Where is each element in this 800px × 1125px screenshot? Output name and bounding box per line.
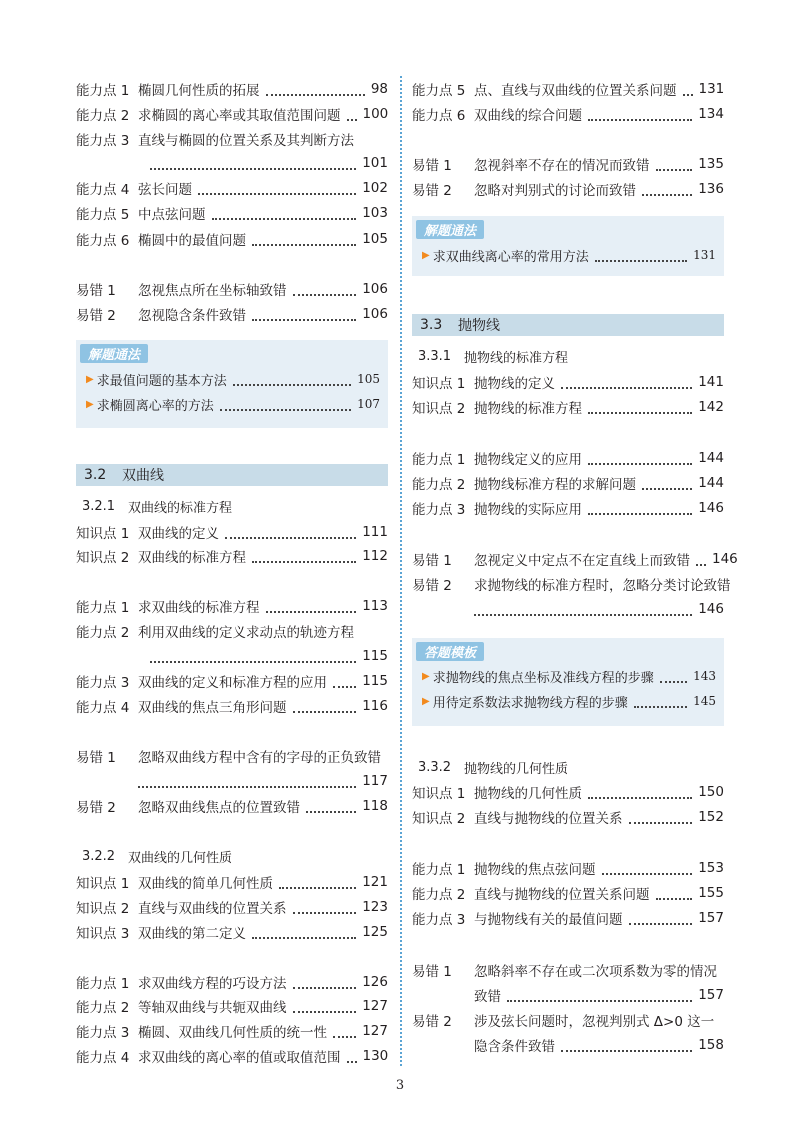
entry-title: 弦长问题 — [138, 182, 192, 198]
dot-leader — [252, 232, 356, 246]
entry-title: 直线与抛物线的位置关系 — [474, 811, 623, 827]
dot-leader — [629, 911, 693, 925]
dot-leader — [595, 248, 687, 262]
toc-entry[interactable] — [76, 595, 388, 617]
entry-label: 易错 1 — [76, 750, 116, 766]
subsection-heading[interactable] — [82, 496, 232, 516]
entry-title-cont: 隐含条件致错 — [474, 1039, 555, 1055]
dot-leader — [474, 602, 692, 616]
template-entry[interactable] — [422, 665, 716, 687]
entry-page: 127 — [362, 998, 388, 1014]
dot-leader — [293, 699, 357, 713]
entry-page: 144 — [698, 475, 724, 491]
entry-title: 直线与椭圆的位置关系及其判断方法 — [138, 133, 354, 149]
toc-entry[interactable] — [76, 871, 388, 893]
dot-leader — [279, 875, 356, 889]
entry-page: 115 — [362, 673, 388, 689]
entry-page: 152 — [698, 809, 724, 825]
entry-page: 105 — [362, 231, 388, 247]
entry-title: 忽略双曲线焦点的位置致错 — [138, 800, 300, 816]
dot-leader — [588, 451, 692, 465]
entry-title: 双曲线的综合问题 — [474, 108, 582, 124]
toc-entry[interactable] — [76, 521, 388, 543]
method-box — [76, 340, 388, 428]
dot-leader — [138, 774, 356, 788]
entry-label: 知识点 2 — [76, 550, 130, 566]
dot-leader — [293, 975, 357, 989]
entry-page: 118 — [362, 798, 388, 814]
entry-label: 能力点 1 — [76, 600, 130, 616]
method-box — [412, 216, 724, 276]
dot-leader — [266, 82, 365, 96]
toc-entry[interactable] — [76, 545, 388, 567]
entry-page: 116 — [362, 698, 388, 714]
dot-leader — [602, 861, 693, 875]
toc-entry-continuation[interactable] — [138, 770, 388, 792]
entry-page: 131 — [698, 81, 725, 97]
dot-leader — [588, 107, 692, 121]
dot-leader — [696, 552, 706, 566]
entry-label: 易错 2 — [412, 183, 452, 199]
entry-title: 忽略双曲线方程中含有的字母的正负致错 — [138, 750, 381, 766]
entry-page: 146 — [698, 500, 724, 516]
toc-entry[interactable] — [76, 202, 388, 224]
dot-leader — [588, 400, 692, 414]
entry-title: 利用双曲线的定义求动点的轨迹方程 — [138, 625, 354, 641]
entry-title: 双曲线的定义和标准方程的应用 — [138, 675, 327, 691]
entry-title: 双曲线的第二定义 — [138, 926, 246, 942]
entry-page: 134 — [698, 106, 724, 122]
entry-page: 123 — [362, 899, 388, 915]
toc-entry[interactable] — [76, 228, 388, 250]
subsection-title: 双曲线的几何性质 — [128, 850, 233, 866]
method-entry[interactable] — [86, 368, 380, 390]
entry-page: 106 — [362, 281, 388, 297]
dot-leader — [629, 810, 693, 824]
entry-page: 130 — [362, 1048, 389, 1064]
entry-page: 117 — [362, 773, 388, 789]
dot-leader — [293, 999, 357, 1013]
entry-title: 忽视焦点所在坐标轴致错 — [138, 283, 287, 299]
entry-label: 知识点 2 — [412, 811, 466, 827]
method-page: 105 — [357, 372, 380, 386]
arrow-right-icon: ▶ — [422, 249, 430, 261]
entry-page: 141 — [698, 374, 724, 390]
template-box-tag: 答题模板 — [416, 642, 484, 661]
entry-label: 能力点 2 — [76, 1000, 130, 1016]
method-box-tag: 解题通法 — [80, 344, 148, 363]
arrow-right-icon: ▶ — [422, 695, 430, 707]
entry-label: 能力点 1 — [412, 862, 466, 878]
dot-leader — [198, 181, 356, 195]
entry-page: 126 — [362, 974, 388, 990]
entry-title: 抛物线的焦点弦问题 — [474, 862, 596, 878]
entry-label: 能力点 3 — [76, 133, 130, 149]
entry-page: 103 — [362, 205, 388, 221]
entry-page: 127 — [362, 1023, 388, 1039]
dot-leader — [220, 397, 351, 411]
toc-entry[interactable] — [76, 177, 388, 199]
dot-leader — [588, 501, 692, 515]
entry-title: 忽视隐含条件致错 — [138, 308, 246, 324]
entry-title: 抛物线的实际应用 — [474, 502, 582, 518]
toc-entry[interactable] — [412, 573, 731, 595]
dot-leader — [252, 307, 356, 321]
dot-leader — [293, 900, 357, 914]
entry-label: 能力点 2 — [412, 887, 466, 903]
entry-page: 153 — [698, 860, 724, 876]
column-separator — [400, 76, 402, 1066]
dot-leader — [588, 785, 692, 799]
dot-leader — [233, 372, 351, 386]
section-title: 抛物线 — [458, 318, 500, 334]
toc-entry-continuation[interactable] — [150, 152, 388, 174]
toc-entry[interactable] — [76, 103, 388, 125]
toc-entry[interactable] — [76, 795, 388, 817]
section-number: 3.2 — [84, 467, 107, 483]
dot-leader — [347, 1049, 357, 1063]
template-title: 用待定系数法求抛物线方程的步骤 — [432, 695, 628, 711]
toc-entry[interactable] — [412, 882, 724, 904]
subsection-title: 双曲线的标准方程 — [128, 500, 233, 516]
section-heading[interactable] — [76, 464, 388, 486]
entry-title: 椭圆、双曲线几何性质的统一性 — [138, 1025, 327, 1041]
arrow-right-icon: ▶ — [86, 398, 94, 410]
dot-leader — [150, 649, 356, 663]
toc-entry[interactable] — [412, 857, 724, 879]
entry-label: 知识点 2 — [76, 901, 130, 917]
toc-entry[interactable] — [76, 1045, 388, 1067]
dot-leader — [212, 206, 357, 220]
entry-page: 98 — [370, 81, 388, 97]
entry-label: 能力点 1 — [412, 452, 466, 468]
entry-title: 求双曲线方程的巧设方法 — [138, 976, 287, 992]
entry-page: 106 — [362, 306, 388, 322]
arrow-right-icon: ▶ — [86, 373, 94, 385]
method-entry[interactable] — [422, 244, 716, 266]
entry-page: 121 — [362, 874, 388, 890]
toc-entry[interactable] — [412, 806, 724, 828]
entry-label: 能力点 3 — [76, 675, 130, 691]
toc-entry[interactable] — [76, 278, 388, 300]
entry-label: 能力点 2 — [76, 108, 130, 124]
template-page: 145 — [693, 694, 716, 708]
toc-entry[interactable] — [412, 153, 724, 175]
toc-entry[interactable] — [412, 103, 724, 125]
dot-leader — [252, 925, 356, 939]
entry-title: 忽略对判别式的讨论而致错 — [474, 183, 636, 199]
entry-label: 知识点 1 — [412, 786, 466, 802]
entry-label: 能力点 6 — [76, 233, 130, 249]
dot-leader — [656, 886, 693, 900]
toc-entry-continuation[interactable] — [150, 645, 388, 667]
subsection-heading[interactable] — [418, 757, 568, 777]
entry-label: 易错 1 — [412, 964, 452, 980]
dot-leader — [306, 799, 356, 813]
arrow-right-icon: ▶ — [422, 670, 430, 682]
entry-label: 能力点 1 — [76, 976, 130, 992]
entry-page: 157 — [698, 910, 724, 926]
method-title: 求椭圆离心率的方法 — [96, 398, 214, 414]
toc-entry[interactable] — [412, 907, 724, 929]
dot-leader — [252, 549, 356, 563]
toc-entry[interactable] — [412, 371, 724, 393]
entry-page: 157 — [698, 987, 724, 1003]
template-page: 143 — [693, 669, 716, 683]
subsection-title: 抛物线的标准方程 — [464, 350, 569, 366]
entry-title: 点、直线与双曲线的位置关系问题 — [474, 83, 677, 99]
entry-label: 能力点 4 — [76, 700, 130, 716]
toc-entry[interactable] — [76, 670, 388, 692]
entry-label: 易错 1 — [412, 553, 452, 569]
entry-page: 112 — [362, 548, 388, 564]
subsection-number: 3.3.1 — [418, 348, 452, 364]
dot-leader — [660, 669, 687, 683]
dot-leader — [561, 375, 692, 389]
dot-leader — [683, 82, 693, 96]
toc-entry[interactable] — [76, 971, 388, 993]
subsection-number: 3.2.1 — [82, 498, 116, 514]
entry-label: 能力点 3 — [412, 912, 466, 928]
entry-page: 111 — [362, 524, 388, 540]
entry-title: 求抛物线的标准方程时，忽略分类讨论致错 — [474, 578, 731, 594]
entry-title: 直线与双曲线的位置关系 — [138, 901, 287, 917]
section-heading[interactable] — [412, 314, 724, 336]
toc-entry[interactable] — [412, 781, 724, 803]
entry-page: 115 — [362, 648, 388, 664]
method-box-tag: 解题通法 — [416, 220, 484, 239]
entry-title: 中点弦问题 — [138, 207, 206, 223]
entry-title: 涉及弦长问题时，忽视判别式 Δ>0 这一 — [474, 1014, 715, 1030]
entry-label: 能力点 1 — [76, 83, 130, 99]
entry-title: 抛物线的定义 — [474, 376, 555, 392]
method-page: 107 — [357, 397, 380, 411]
entry-title: 抛物线的标准方程 — [474, 401, 582, 417]
toc-entry[interactable] — [76, 620, 388, 642]
entry-page: 144 — [698, 450, 724, 466]
toc-entry[interactable] — [76, 995, 388, 1017]
dot-leader — [561, 1038, 692, 1052]
entry-label: 知识点 1 — [76, 876, 130, 892]
entry-title: 双曲线的标准方程 — [138, 550, 246, 566]
entry-page: 113 — [362, 598, 388, 614]
method-entry[interactable] — [86, 393, 380, 415]
template-entry[interactable] — [422, 690, 716, 712]
entry-label: 知识点 2 — [412, 401, 466, 417]
entry-title: 椭圆中的最值问题 — [138, 233, 246, 249]
entry-title: 双曲线的焦点三角形问题 — [138, 700, 287, 716]
toc-entry[interactable] — [412, 447, 724, 469]
dot-leader — [634, 694, 687, 708]
toc-entry[interactable] — [76, 78, 388, 100]
toc-entry[interactable] — [412, 497, 724, 519]
dot-leader — [266, 599, 357, 613]
subsection-number: 3.2.2 — [82, 848, 116, 864]
entry-page: 136 — [698, 181, 724, 197]
dot-leader — [333, 1024, 356, 1038]
entry-page: 155 — [698, 885, 724, 901]
toc-entry[interactable] — [412, 396, 724, 418]
subsection-title: 抛物线的几何性质 — [464, 761, 569, 777]
entry-page: 135 — [698, 156, 724, 172]
entry-page: 142 — [698, 399, 724, 415]
entry-label: 能力点 4 — [76, 182, 130, 198]
entry-title: 忽视斜率不存在的情况而致错 — [474, 158, 650, 174]
dot-leader — [293, 282, 357, 296]
entry-page: 102 — [362, 180, 388, 196]
entry-title: 抛物线标准方程的求解问题 — [474, 477, 636, 493]
toc-entry-continuation[interactable] — [474, 598, 724, 620]
subsection-heading[interactable] — [82, 846, 232, 866]
dot-leader — [507, 988, 692, 1002]
entry-title: 求双曲线的离心率的值或取值范围 — [138, 1050, 341, 1066]
entry-page: 101 — [362, 155, 388, 171]
toc-entry[interactable] — [76, 303, 388, 325]
dot-leader — [656, 157, 693, 171]
entry-title: 求椭圆的离心率或其取值范围问题 — [138, 108, 341, 124]
toc-entry[interactable] — [412, 178, 724, 200]
entry-label: 易错 2 — [412, 578, 452, 594]
entry-label: 能力点 5 — [76, 207, 130, 223]
toc-entry-continuation[interactable] — [474, 1034, 724, 1056]
entry-label: 能力点 3 — [76, 1025, 130, 1041]
entry-title: 等轴双曲线与共轭双曲线 — [138, 1000, 287, 1016]
entry-page: 100 — [362, 106, 389, 122]
entry-title: 抛物线的几何性质 — [474, 786, 582, 802]
entry-label: 能力点 4 — [76, 1050, 130, 1066]
entry-title: 直线与抛物线的位置关系问题 — [474, 887, 650, 903]
entry-page: 150 — [698, 784, 724, 800]
entry-page: 125 — [362, 924, 388, 940]
section-number: 3.3 — [420, 317, 443, 333]
toc-entry[interactable] — [76, 921, 388, 943]
method-page: 131 — [693, 248, 716, 262]
entry-label: 知识点 1 — [412, 376, 466, 392]
entry-title: 双曲线的定义 — [138, 526, 219, 542]
entry-label: 易错 2 — [76, 308, 116, 324]
toc-entry[interactable] — [412, 472, 724, 494]
entry-title: 双曲线的简单几何性质 — [138, 876, 273, 892]
toc-entry[interactable] — [76, 1020, 388, 1042]
entry-label: 易错 1 — [76, 283, 116, 299]
entry-label: 易错 1 — [412, 158, 452, 174]
entry-label: 能力点 2 — [76, 625, 130, 641]
toc-entry[interactable] — [412, 548, 738, 570]
entry-label: 能力点 6 — [412, 108, 466, 124]
entry-label: 能力点 2 — [412, 477, 466, 493]
entry-page: 146 — [698, 601, 724, 617]
toc-entry[interactable] — [76, 896, 388, 918]
subsection-heading[interactable] — [418, 346, 568, 366]
toc-entry[interactable] — [76, 745, 388, 767]
method-title: 求双曲线离心率的常用方法 — [432, 249, 589, 265]
dot-leader — [642, 182, 692, 196]
entry-label: 知识点 3 — [76, 926, 130, 942]
entry-label: 能力点 5 — [412, 83, 466, 99]
entry-title: 求双曲线的标准方程 — [138, 600, 260, 616]
entry-label: 易错 2 — [412, 1014, 452, 1030]
entry-title: 忽视定义中定点不在定直线上而致错 — [474, 553, 690, 569]
dot-leader — [347, 107, 357, 121]
subsection-number: 3.3.2 — [418, 759, 452, 775]
dot-leader — [225, 525, 356, 539]
toc-entry[interactable] — [412, 78, 724, 100]
toc-entry-continuation[interactable] — [474, 984, 724, 1006]
entry-label: 知识点 1 — [76, 526, 130, 542]
section-title: 双曲线 — [122, 468, 164, 484]
toc-entry[interactable] — [412, 959, 724, 981]
entry-title: 忽略斜率不存在或二次项系数为零的情况 — [474, 964, 717, 980]
entry-title-cont: 致错 — [474, 989, 501, 1005]
toc-entry[interactable] — [412, 1009, 724, 1031]
entry-label: 能力点 3 — [412, 502, 466, 518]
entry-page: 158 — [698, 1037, 724, 1053]
toc-entry[interactable] — [76, 128, 388, 150]
template-title: 求抛物线的焦点坐标及准线方程的步骤 — [432, 670, 654, 686]
entry-label: 易错 2 — [76, 800, 116, 816]
entry-title: 椭圆几何性质的拓展 — [138, 83, 260, 99]
dot-leader — [150, 156, 356, 170]
entry-title: 抛物线定义的应用 — [474, 452, 582, 468]
entry-title: 与抛物线有关的最值问题 — [474, 912, 623, 928]
entry-page: 146 — [712, 551, 738, 567]
toc-entry[interactable] — [76, 695, 388, 717]
template-box — [412, 638, 724, 726]
page-number: 3 — [395, 1078, 405, 1093]
method-title: 求最值问题的基本方法 — [96, 373, 227, 389]
dot-leader — [642, 476, 692, 490]
dot-leader — [333, 674, 356, 688]
